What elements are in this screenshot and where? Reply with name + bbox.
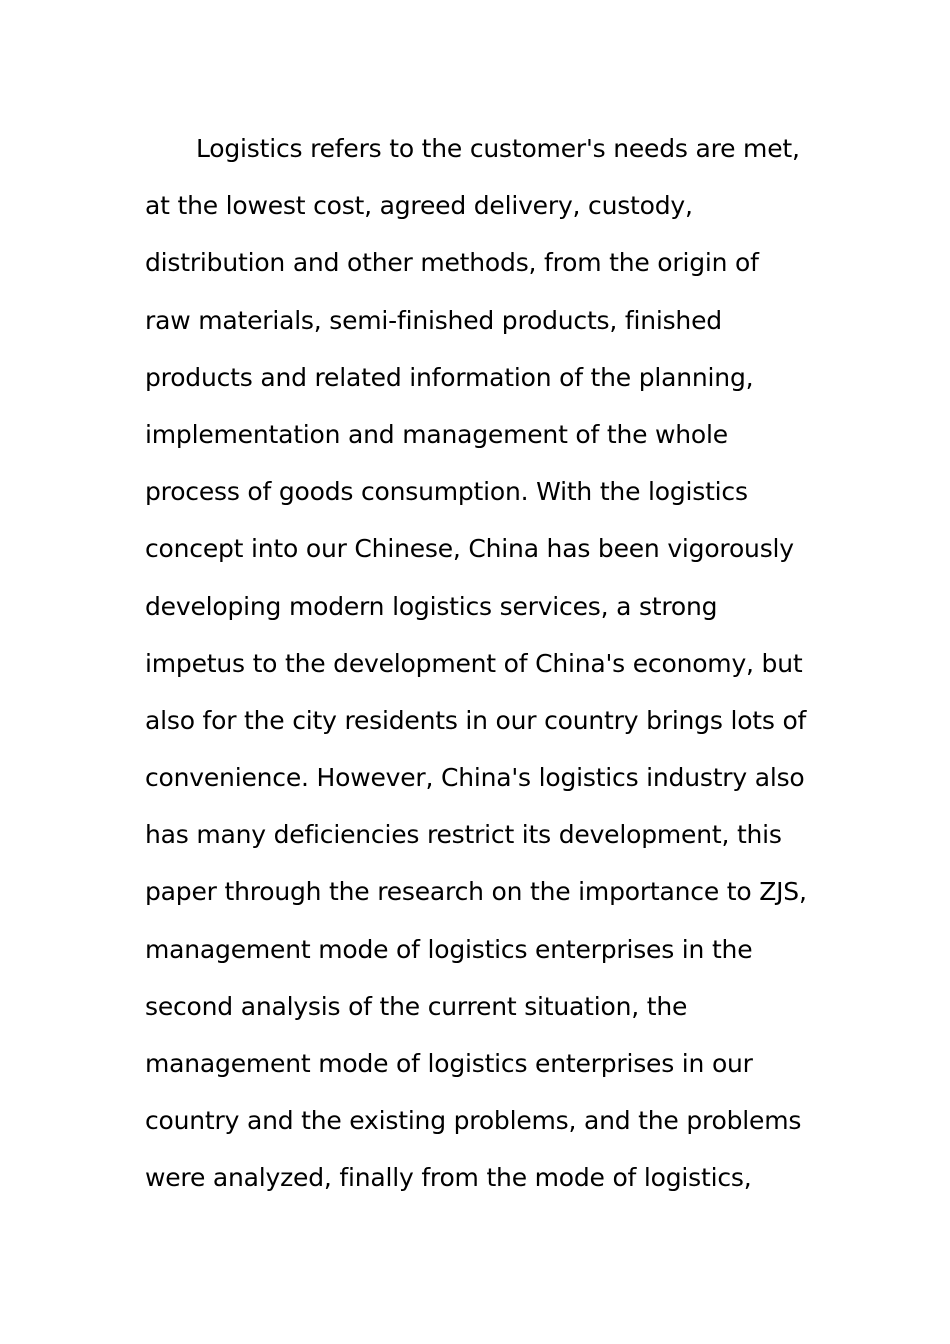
paragraph-line: implementation and management of the whole [145,419,728,449]
paragraph-line: management mode of logistics enterprises in our [145,1049,753,1078]
paragraph-line: management mode of logistics enterprises in the [145,934,753,964]
paragraph-line: process of goods consumption. With the logistics [145,477,748,507]
paragraph-line: country and the existing problems, and the problems [145,1106,802,1136]
paragraph-line: were analyzed, finally from the mode of logistics, [145,1163,752,1193]
body-paragraph [145,120,825,1207]
paragraph-line: also for the city residents in our country brings lots of [145,705,807,735]
paragraph-line: concept into our Chinese, China has been vigorously [145,534,794,564]
paragraph-line: second analysis of the current situation, the [145,991,688,1021]
paragraph-line: products and related information of the planning, [145,362,754,392]
paragraph-line: at the lowest cost, agreed delivery, custody, [145,191,693,221]
paragraph-line: has many deficiencies restrict its development, this [145,820,782,850]
paragraph-line: impetus to the development of China's economy, but [145,648,803,678]
paragraph-line: Logistics refers to the customer's needs are met, [196,134,800,163]
paragraph-line: paper through the research on the importance to ZJS, [145,877,807,907]
paragraph-line: raw materials, semi-finished products, finished [145,305,722,335]
paragraph-line: developing modern logistics services, a strong [145,591,718,621]
paragraph-line: distribution and other methods, from the origin of [145,248,759,278]
paragraph-line: convenience. However, China's logistics industry also [145,763,805,793]
